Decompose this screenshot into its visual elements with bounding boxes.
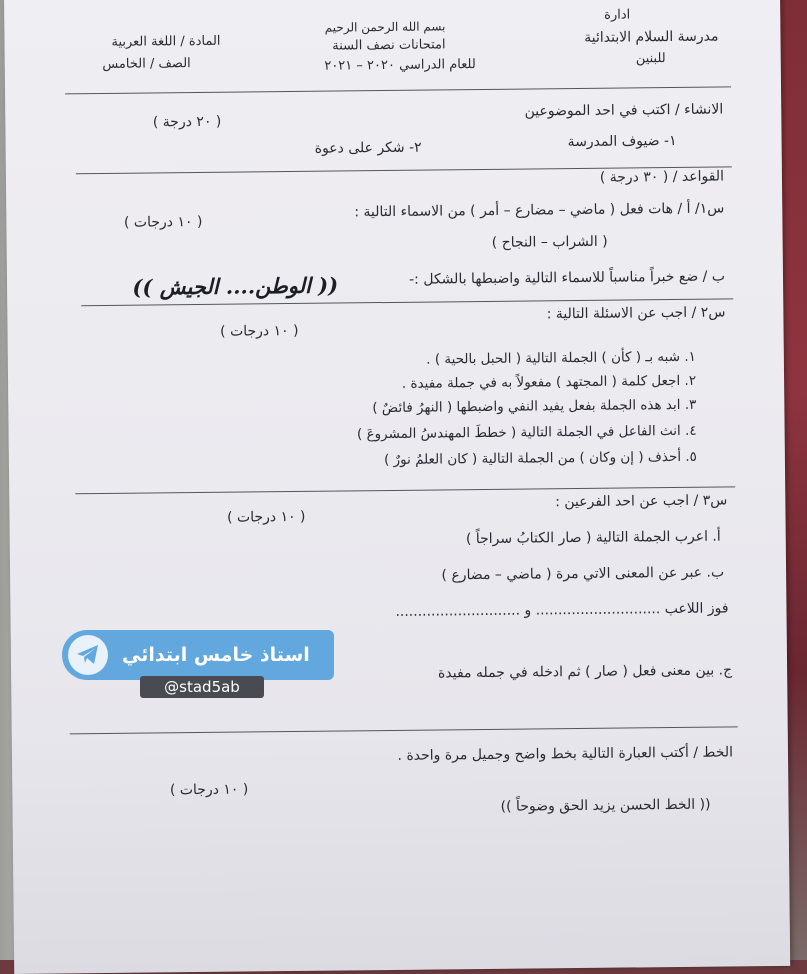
handwriting-marks: ( ١٠ درجات ) [169,781,249,799]
composition-topic-2: ٢- شكر على دعوة [314,139,422,157]
header-basmala: بسم الله الرحمن الرحيم [324,19,446,35]
grammar-q1a-marks: ( ١٠ درجات ) [123,213,203,231]
watermark-title: استاذ خامس ابتدائي [122,644,310,666]
grammar-q2-item: ١. شبه بـ ( كأن ) الجملة التالية ( الحبل بالحية ) . [426,348,696,368]
grammar-q1a: س١/ أ / هات فعل ( ماضي – مضارع – أمر ) من الاسماء التالية : [354,200,725,221]
composition-title: الانشاء / اكتب في احد الموضوعين [524,101,724,120]
header-year: للعام الدراسي ٢٠٢٠ – ٢٠٢١ [324,57,476,74]
telegram-icon [68,635,108,675]
watermark-handle: @stad5ab [140,676,264,698]
exam-paper [4,0,790,974]
grammar-q3a: أ. اعرب الجملة التالية ( صار الكتابُ سراجاً ) [465,528,721,548]
grammar-q3: س٣ / اجب عن احد الفرعين : [555,492,728,511]
header-grade: الصف / الخامس [102,56,191,72]
grammar-q1b-words: (( الوطن.... الجيش )) [132,272,339,300]
grammar-q2-marks: ( ١٠ درجات ) [220,322,299,340]
header-school: مدرسة السلام الابتدائية [584,28,719,46]
grammar-divider [70,726,738,734]
header-exam: امتحانات نصف السنة [332,37,446,54]
grammar-q2-item: ٤. انث الفاعل في الجملة التالية ( خططَ المهندسُ المشروعَ ) [356,422,697,443]
grammar-q3c: ج. بين معنى فعل ( صار ) ثم ادخله في جمله مفيدة [437,662,733,682]
grammar-q1a-words: ( الشراب – النجاح ) [491,233,608,251]
grammar-q2-item: ٣. ابد هذه الجملة بفعل يفيد النفي واضبطها ( النهرُ فائضٌ ) [372,396,697,417]
header-divider [65,86,731,94]
grammar-q1b: ب / ضع خبراً مناسباً للاسماء التالية واضبطها بالشكل :- [409,268,726,288]
grammar-q3b-line: فوز اللاعب ............................ و ............................ [395,600,729,620]
grammar-q3-marks: ( ١٠ درجات ) [226,508,306,526]
composition-topic-1: ١- ضيوف المدرسة [567,132,677,151]
watermark-badge [62,630,334,680]
grammar-q2-item: ٢. اجعل كلمة ( المجتهد ) مفعولاً به في جملة مفيدة . [401,372,697,392]
header-subject: المادة / اللغة العربية [111,33,221,50]
handwriting-phrase: (( الخط الحسن يزيد الحق وضوحاً )) [500,796,711,815]
header-gender: للبنين [635,51,666,67]
grammar-title: القواعد / ( ٣٠ درجة ) [599,168,725,186]
grammar-q3b: ب. عبر عن المعنى الاتي مرة ( ماضي – مضارع ) [441,564,725,584]
grammar-q2-item: ٥. أحذف ( إن وكان ) من الجملة التالية ( كان العلمُ نورٌ ) [383,448,697,469]
header-admin: ادارة [604,7,631,23]
handwriting-title: الخط / أكتب العبارة التالية بخط واضح وجميل مرة واحدة . [397,744,734,764]
grammar-q2: س٢ / اجب عن الاسئلة التالية : [546,304,726,323]
composition-marks: ( ٢٠ درجة ) [152,113,222,131]
